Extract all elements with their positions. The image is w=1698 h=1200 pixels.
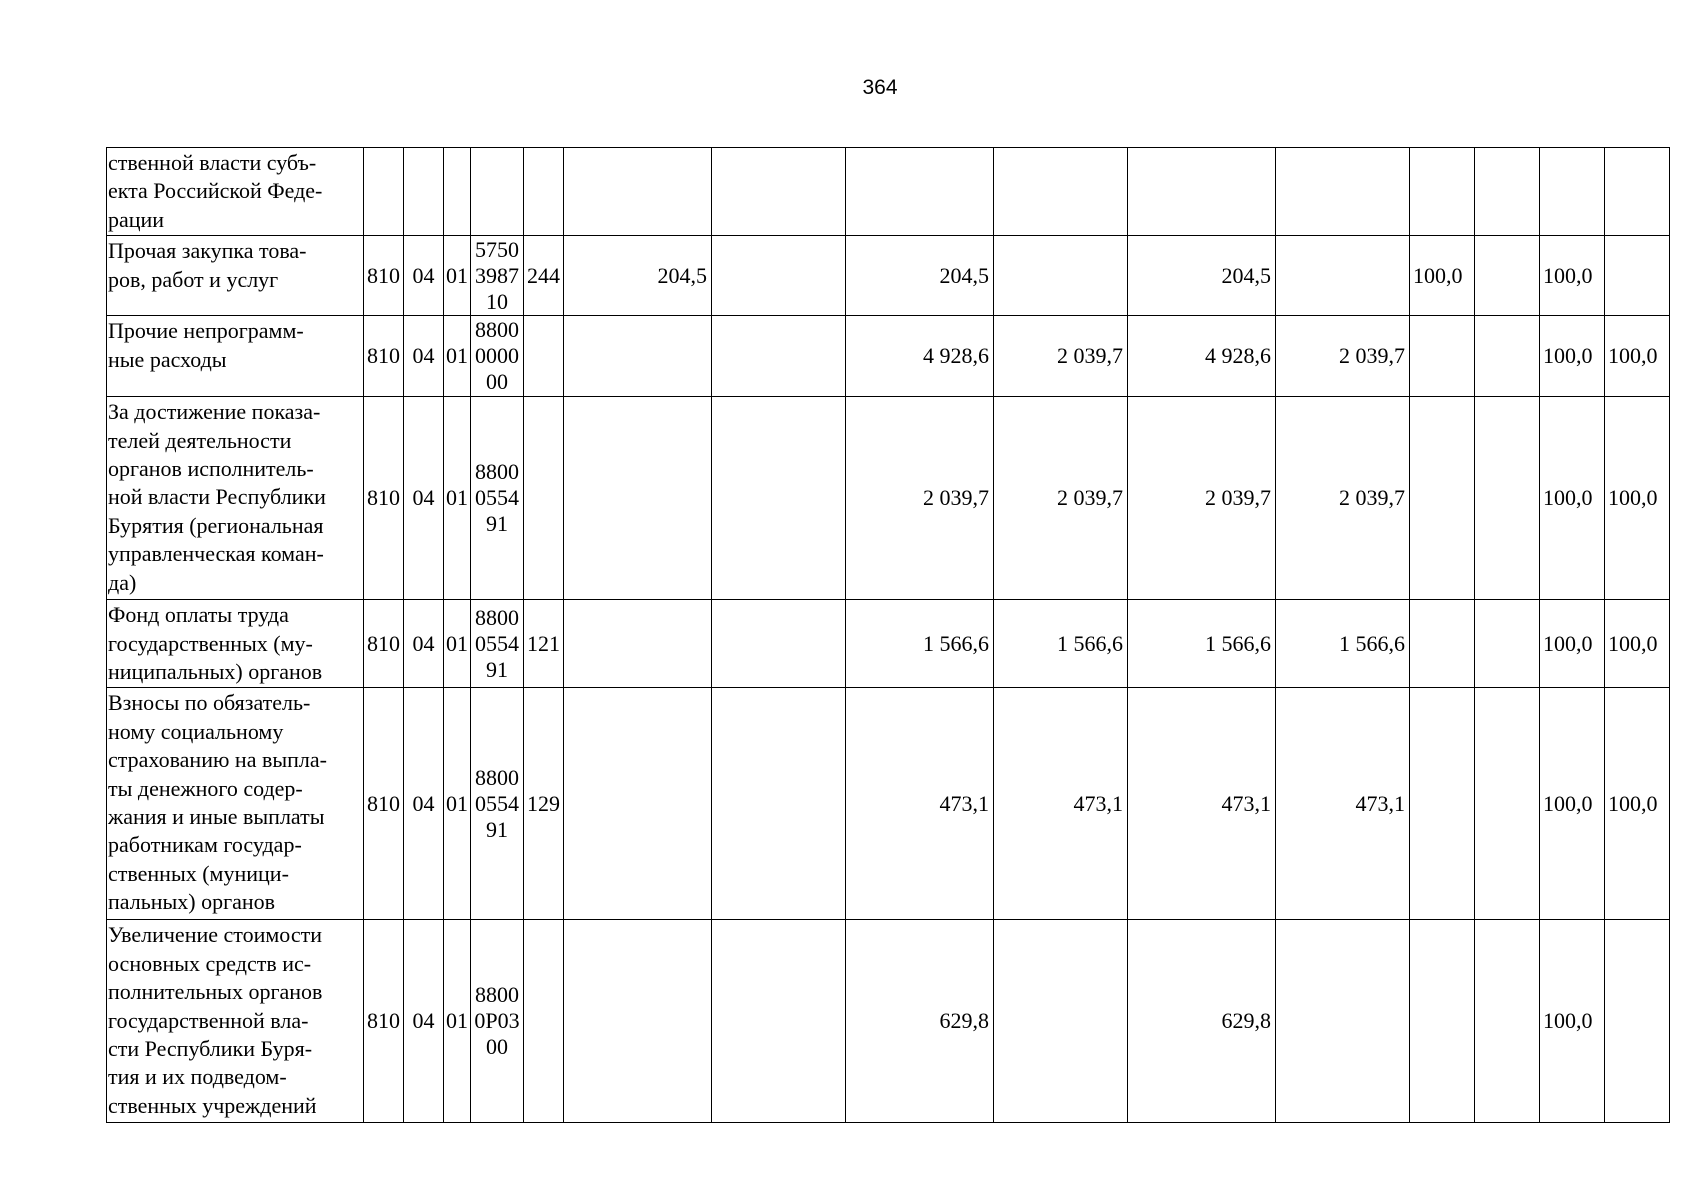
value-cell-5: 629,8 [1128, 920, 1276, 1123]
value-cell-2 [712, 600, 846, 688]
value-cell-6 [1276, 920, 1410, 1123]
percent-cell-3: 100,0 [1540, 397, 1605, 600]
value-cell-1 [564, 316, 712, 397]
value-cell-1 [564, 688, 712, 920]
value-cell-1 [564, 397, 712, 600]
target-article-code: 8800 0554 91 [471, 600, 524, 688]
percent-cell-1 [1410, 148, 1475, 236]
percent-cell-4 [1605, 236, 1670, 316]
section-code: 04 [404, 316, 444, 397]
target-article-code: 8800 0P03 00 [471, 920, 524, 1123]
subsection-code [444, 148, 471, 236]
table-row [107, 316, 1670, 397]
percent-cell-2 [1475, 316, 1540, 397]
expense-type-code [524, 148, 564, 236]
value-cell-4 [994, 148, 1128, 236]
percent-cell-3: 100,0 [1540, 920, 1605, 1123]
value-cell-2 [712, 397, 846, 600]
value-cell-1 [564, 600, 712, 688]
table-row [107, 688, 1670, 920]
row-name: Фонд оплаты труда государственных (му- ниципальных) органов [107, 600, 364, 688]
percent-cell-2 [1475, 397, 1540, 600]
value-cell-4: 1 566,6 [994, 600, 1128, 688]
table-row [107, 397, 1670, 600]
section-code: 04 [404, 688, 444, 920]
row-name: Прочие непрограмм- ные расходы [107, 316, 364, 397]
percent-cell-4 [1605, 920, 1670, 1123]
row-name: ственной власти субъ- екта Российской Феде- рации [107, 148, 364, 236]
value-cell-5: 1 566,6 [1128, 600, 1276, 688]
subsection-code: 01 [444, 920, 471, 1123]
section-code: 04 [404, 600, 444, 688]
target-article-code [471, 148, 524, 236]
value-cell-2 [712, 316, 846, 397]
percent-cell-2 [1475, 148, 1540, 236]
percent-cell-2 [1475, 600, 1540, 688]
row-name: Прочая закупка това- ров, работ и услуг [107, 236, 364, 316]
percent-cell-4: 100,0 [1605, 397, 1670, 600]
table-row [107, 148, 1670, 236]
expense-type-code [524, 316, 564, 397]
percent-cell-2 [1475, 236, 1540, 316]
percent-cell-4: 100,0 [1605, 600, 1670, 688]
percent-cell-1: 100,0 [1410, 236, 1475, 316]
target-article-code: 8800 0554 91 [471, 688, 524, 920]
section-code: 04 [404, 920, 444, 1123]
subsection-code: 01 [444, 600, 471, 688]
value-cell-6: 2 039,7 [1276, 316, 1410, 397]
row-name: Взносы по обязатель- ному социальному страхованию на выпла- ты денежного содер- жания и иные выплаты работникам государ- ственных (муници- пальных) органов [107, 688, 364, 920]
table-row [107, 600, 1670, 688]
percent-cell-1 [1410, 397, 1475, 600]
percent-cell-4 [1605, 148, 1670, 236]
value-cell-3: 4 928,6 [846, 316, 994, 397]
percent-cell-3: 100,0 [1540, 600, 1605, 688]
value-cell-4: 2 039,7 [994, 316, 1128, 397]
ved-code: 810 [364, 236, 404, 316]
expense-type-code: 129 [524, 688, 564, 920]
ved-code: 810 [364, 316, 404, 397]
subsection-code: 01 [444, 316, 471, 397]
budget-table [106, 147, 1670, 1123]
value-cell-2 [712, 236, 846, 316]
page-number: 364 [862, 76, 898, 99]
percent-cell-1 [1410, 600, 1475, 688]
value-cell-1 [564, 148, 712, 236]
section-code: 04 [404, 236, 444, 316]
expense-type-code: 244 [524, 236, 564, 316]
value-cell-3: 629,8 [846, 920, 994, 1123]
value-cell-3: 473,1 [846, 688, 994, 920]
value-cell-5: 2 039,7 [1128, 397, 1276, 600]
section-code [404, 148, 444, 236]
ved-code: 810 [364, 920, 404, 1123]
target-article-code: 8800 0000 00 [471, 316, 524, 397]
value-cell-5: 473,1 [1128, 688, 1276, 920]
value-cell-6 [1276, 148, 1410, 236]
value-cell-3 [846, 148, 994, 236]
value-cell-5 [1128, 148, 1276, 236]
percent-cell-2 [1475, 688, 1540, 920]
value-cell-1: 204,5 [564, 236, 712, 316]
ved-code [364, 148, 404, 236]
value-cell-5: 4 928,6 [1128, 316, 1276, 397]
percent-cell-3: 100,0 [1540, 236, 1605, 316]
percent-cell-3: 100,0 [1540, 316, 1605, 397]
percent-cell-1 [1410, 920, 1475, 1123]
value-cell-1 [564, 920, 712, 1123]
percent-cell-4: 100,0 [1605, 688, 1670, 920]
value-cell-6: 1 566,6 [1276, 600, 1410, 688]
expense-type-code: 121 [524, 600, 564, 688]
percent-cell-1 [1410, 688, 1475, 920]
ved-code: 810 [364, 397, 404, 600]
value-cell-4 [994, 236, 1128, 316]
table-row [107, 920, 1670, 1123]
value-cell-3: 1 566,6 [846, 600, 994, 688]
value-cell-3: 2 039,7 [846, 397, 994, 600]
ved-code: 810 [364, 600, 404, 688]
value-cell-2 [712, 148, 846, 236]
value-cell-2 [712, 688, 846, 920]
value-cell-3: 204,5 [846, 236, 994, 316]
percent-cell-4: 100,0 [1605, 316, 1670, 397]
row-name: За достижение показа- телей деятельности органов исполнитель- ной власти Республики Бурятия (региональная управленческая коман- да) [107, 397, 364, 600]
percent-cell-3 [1540, 148, 1605, 236]
subsection-code: 01 [444, 688, 471, 920]
subsection-code: 01 [444, 236, 471, 316]
row-name: Увеличение стоимости основных средств ис- полнительных органов государственной вла- сти Республики Буря- тия и их подведом- ственных учреждений [107, 920, 364, 1123]
target-article-code: 8800 0554 91 [471, 397, 524, 600]
subsection-code: 01 [444, 397, 471, 600]
expense-type-code [524, 397, 564, 600]
percent-cell-3: 100,0 [1540, 688, 1605, 920]
percent-cell-2 [1475, 920, 1540, 1123]
section-code: 04 [404, 397, 444, 600]
value-cell-4: 473,1 [994, 688, 1128, 920]
value-cell-2 [712, 920, 846, 1123]
value-cell-6 [1276, 236, 1410, 316]
value-cell-4: 2 039,7 [994, 397, 1128, 600]
value-cell-6: 2 039,7 [1276, 397, 1410, 600]
percent-cell-1 [1410, 316, 1475, 397]
table-row [107, 236, 1670, 316]
value-cell-6: 473,1 [1276, 688, 1410, 920]
value-cell-5: 204,5 [1128, 236, 1276, 316]
expense-type-code [524, 920, 564, 1123]
ved-code: 810 [364, 688, 404, 920]
value-cell-4 [994, 920, 1128, 1123]
target-article-code: 5750 3987 10 [471, 236, 524, 316]
